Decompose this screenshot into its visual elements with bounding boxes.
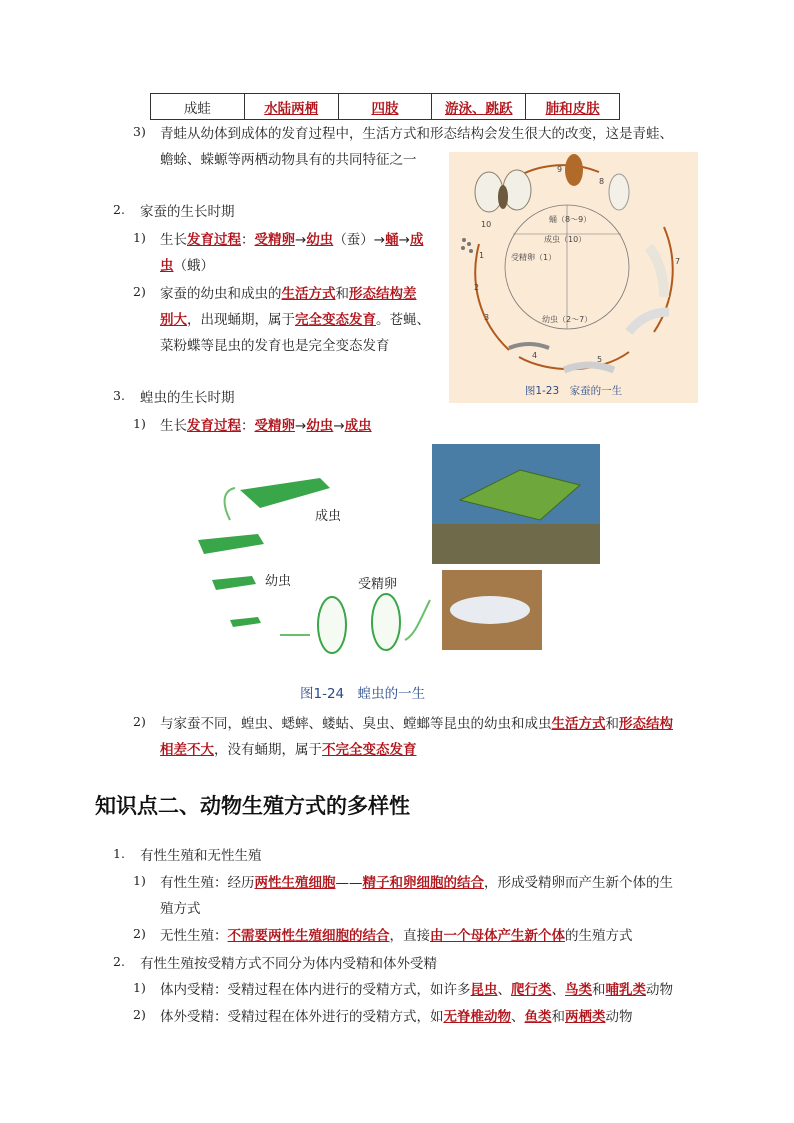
paragraph-line bbox=[160, 310, 430, 330]
stage-number: 3 bbox=[484, 313, 490, 322]
section-title: 知识点二、动物生殖方式的多样性 bbox=[95, 793, 410, 818]
key-term: 受精卵 bbox=[254, 232, 295, 248]
key-term: 发育过程 bbox=[187, 232, 241, 248]
paragraph-line: 蟾蜍、蝾螈等两栖动物具有的共同特征之一 bbox=[160, 152, 417, 168]
moth-illustration bbox=[475, 170, 531, 212]
list-number: 2) bbox=[133, 1007, 146, 1022]
paragraph-line bbox=[160, 980, 673, 1000]
section-heading: 家蚕的生长时期 bbox=[140, 204, 235, 220]
text: （蛾） bbox=[173, 258, 214, 274]
text: 和 bbox=[335, 286, 349, 302]
list-number: 3) bbox=[133, 124, 146, 139]
section-heading: 蝗虫的生长时期 bbox=[140, 390, 235, 406]
paragraph-line bbox=[160, 714, 673, 734]
stage-number: 5 bbox=[597, 355, 603, 364]
key-term: 完全变态发育 bbox=[295, 312, 376, 328]
silkworm-cycle-diagram bbox=[449, 152, 698, 387]
key-term: 哺乳类 bbox=[605, 982, 646, 998]
stage-number: 8 bbox=[599, 177, 605, 186]
label-adult: 成虫（10） bbox=[544, 235, 587, 244]
text: ，形成受精卵而产生新个体的生 bbox=[484, 875, 673, 891]
key-term: 受精卵 bbox=[254, 418, 295, 434]
stage-number: 10 bbox=[481, 220, 492, 229]
cycle-arrow bbox=[405, 600, 430, 640]
table-cell: 游泳、跳跃 bbox=[432, 94, 526, 120]
key-term: 由一个母体产生新个体 bbox=[430, 928, 565, 944]
paragraph-line bbox=[160, 873, 673, 893]
list-number: 1) bbox=[133, 230, 146, 245]
nymph-silhouette bbox=[198, 534, 264, 554]
key-term: 成虫 bbox=[344, 418, 372, 434]
paragraph-line bbox=[160, 740, 417, 760]
stage-number: 4 bbox=[532, 351, 538, 360]
key-term: 成 bbox=[409, 232, 424, 248]
table-row bbox=[151, 94, 620, 120]
key-term: 幼虫 bbox=[306, 418, 334, 434]
text: 。苍蝇、 bbox=[376, 312, 430, 328]
label-larva: 幼虫 bbox=[265, 574, 292, 589]
table-cell: 水陆两栖 bbox=[244, 94, 338, 120]
list-number: 2) bbox=[133, 284, 146, 299]
table-cell bbox=[526, 94, 620, 120]
paragraph-line bbox=[160, 926, 633, 946]
cocoon-illustration bbox=[565, 154, 629, 210]
text: → bbox=[333, 418, 345, 434]
text: ，出现蛹期，属于 bbox=[187, 312, 295, 328]
label-egg: 受精卵 bbox=[358, 577, 398, 592]
text: 和 bbox=[592, 982, 606, 998]
frog-summary-table bbox=[150, 93, 620, 120]
key-term: 爬行类 bbox=[511, 982, 552, 998]
locust-life-cycle-figure bbox=[190, 440, 610, 680]
text: 体内受精：受精过程在体内进行的受精方式，如许多 bbox=[160, 982, 471, 998]
key-term: 形态结构差 bbox=[349, 286, 417, 302]
stage-number: 7 bbox=[675, 257, 681, 266]
list-number: 1) bbox=[133, 416, 146, 431]
text: ： bbox=[241, 232, 255, 248]
key-term: 虫 bbox=[160, 258, 174, 274]
key-term: 形态结构 bbox=[619, 716, 673, 732]
key-term: 鱼类 bbox=[524, 1009, 552, 1025]
label-egg: 受精卵（1） bbox=[511, 253, 557, 262]
key-term: 无脊椎动物 bbox=[443, 1009, 511, 1025]
stage-number: 6 bbox=[654, 310, 660, 319]
text: 动物 bbox=[646, 982, 673, 998]
list-number: 1) bbox=[133, 873, 146, 888]
table-cell: 成蛙 bbox=[151, 94, 245, 120]
egg-illustration bbox=[372, 594, 400, 650]
paragraph-line: 青蛙从幼体到成体的发育过程中，生活方式和形态结构会发生很大的改变，这是青蛙、 bbox=[160, 126, 673, 142]
key-term: 两性生殖细胞 bbox=[254, 875, 336, 891]
list-number: 1) bbox=[133, 980, 146, 995]
key-term: 生活方式 bbox=[281, 286, 336, 302]
key-term: 昆虫 bbox=[470, 982, 498, 998]
text: 和 bbox=[605, 716, 619, 732]
text: ，直接 bbox=[389, 928, 430, 944]
stage-number: 9 bbox=[557, 165, 563, 174]
egg-illustration bbox=[461, 238, 473, 253]
label-adult: 成虫 bbox=[315, 509, 342, 524]
text: → bbox=[295, 232, 307, 248]
key-term: 发育过程 bbox=[187, 418, 241, 434]
text: 、 bbox=[511, 1009, 525, 1025]
text: 、 bbox=[497, 982, 511, 998]
text: ： bbox=[241, 418, 255, 434]
stage-number: 2 bbox=[474, 283, 480, 292]
text: → bbox=[398, 232, 410, 248]
key-term: 相差不大 bbox=[160, 742, 214, 758]
key-term: 蛹 bbox=[385, 232, 399, 248]
label-larva: 幼虫（2～7） bbox=[542, 315, 593, 324]
cycle-arrow bbox=[225, 488, 235, 520]
key-term: 幼虫 bbox=[306, 232, 334, 248]
text: （蚕）→ bbox=[333, 232, 386, 248]
text: 生长 bbox=[160, 418, 187, 434]
paragraph-line bbox=[160, 230, 423, 250]
section-heading: 有性生殖按受精方式不同分为体内受精和体外受精 bbox=[140, 956, 437, 972]
locust-silhouettes bbox=[198, 478, 330, 627]
list-number: 2. bbox=[113, 954, 125, 969]
paragraph-line bbox=[160, 416, 372, 436]
key-term: 两栖类 bbox=[565, 1009, 606, 1025]
key-term: 生活方式 bbox=[551, 716, 606, 732]
list-number: 3. bbox=[113, 388, 125, 403]
text: 无性生殖： bbox=[160, 928, 228, 944]
list-number: 2) bbox=[133, 714, 146, 729]
label-pupa: 蛹（8～9） bbox=[549, 215, 592, 224]
text: 、 bbox=[551, 982, 565, 998]
table-cell: 四肢 bbox=[338, 94, 432, 120]
section-heading: 有性生殖和无性生殖 bbox=[140, 848, 262, 864]
key-term: 别大 bbox=[160, 312, 187, 328]
text: ，没有蛹期，属于 bbox=[214, 742, 322, 758]
paragraph-line bbox=[160, 256, 214, 276]
text: → bbox=[295, 418, 307, 434]
figure-caption: 图1-24 蝗虫的一生 bbox=[300, 686, 426, 702]
paragraph-line bbox=[160, 1007, 633, 1027]
list-number: 2. bbox=[113, 202, 125, 217]
key-term: 不完全变态发育 bbox=[322, 742, 417, 758]
list-number: 1. bbox=[113, 846, 125, 861]
text: —— bbox=[335, 875, 363, 891]
paragraph-line bbox=[160, 284, 417, 304]
figure-caption: 图1-23 家蚕的一生 bbox=[524, 385, 623, 397]
list-number: 2) bbox=[133, 926, 146, 941]
text: 体外受精：受精过程在体外进行的受精方式，如 bbox=[160, 1009, 444, 1025]
nymph-silhouette bbox=[212, 576, 256, 590]
silkworm-life-cycle-figure bbox=[449, 152, 698, 403]
nymph-silhouette bbox=[230, 617, 261, 627]
egg-illustration bbox=[318, 597, 346, 653]
table-cell-text: 肺和皮肤 bbox=[545, 100, 600, 117]
key-term: 鸟类 bbox=[565, 982, 592, 998]
text: 与家蚕不同，蝗虫、蟋蟀、蝼蛄、臭虫、螳螂等昆虫的幼虫和成虫 bbox=[160, 716, 552, 732]
text: 的生殖方式 bbox=[565, 928, 633, 944]
text: 和 bbox=[551, 1009, 565, 1025]
text: 生长 bbox=[160, 232, 187, 248]
text: 动物 bbox=[605, 1009, 633, 1025]
key-term: 精子和卵细胞的结合 bbox=[362, 875, 484, 891]
key-term: 不需要两性生殖细胞的结合 bbox=[227, 928, 390, 944]
text: 家蚕的幼虫和成虫的 bbox=[160, 286, 282, 302]
paragraph-line: 菜粉蝶等昆虫的发育也是完全变态发育 bbox=[160, 338, 390, 354]
adult-locust-silhouette bbox=[240, 478, 330, 508]
paragraph-line: 殖方式 bbox=[160, 901, 201, 917]
stage-number: 1 bbox=[479, 251, 485, 260]
text: 有性生殖：经历 bbox=[160, 875, 255, 891]
